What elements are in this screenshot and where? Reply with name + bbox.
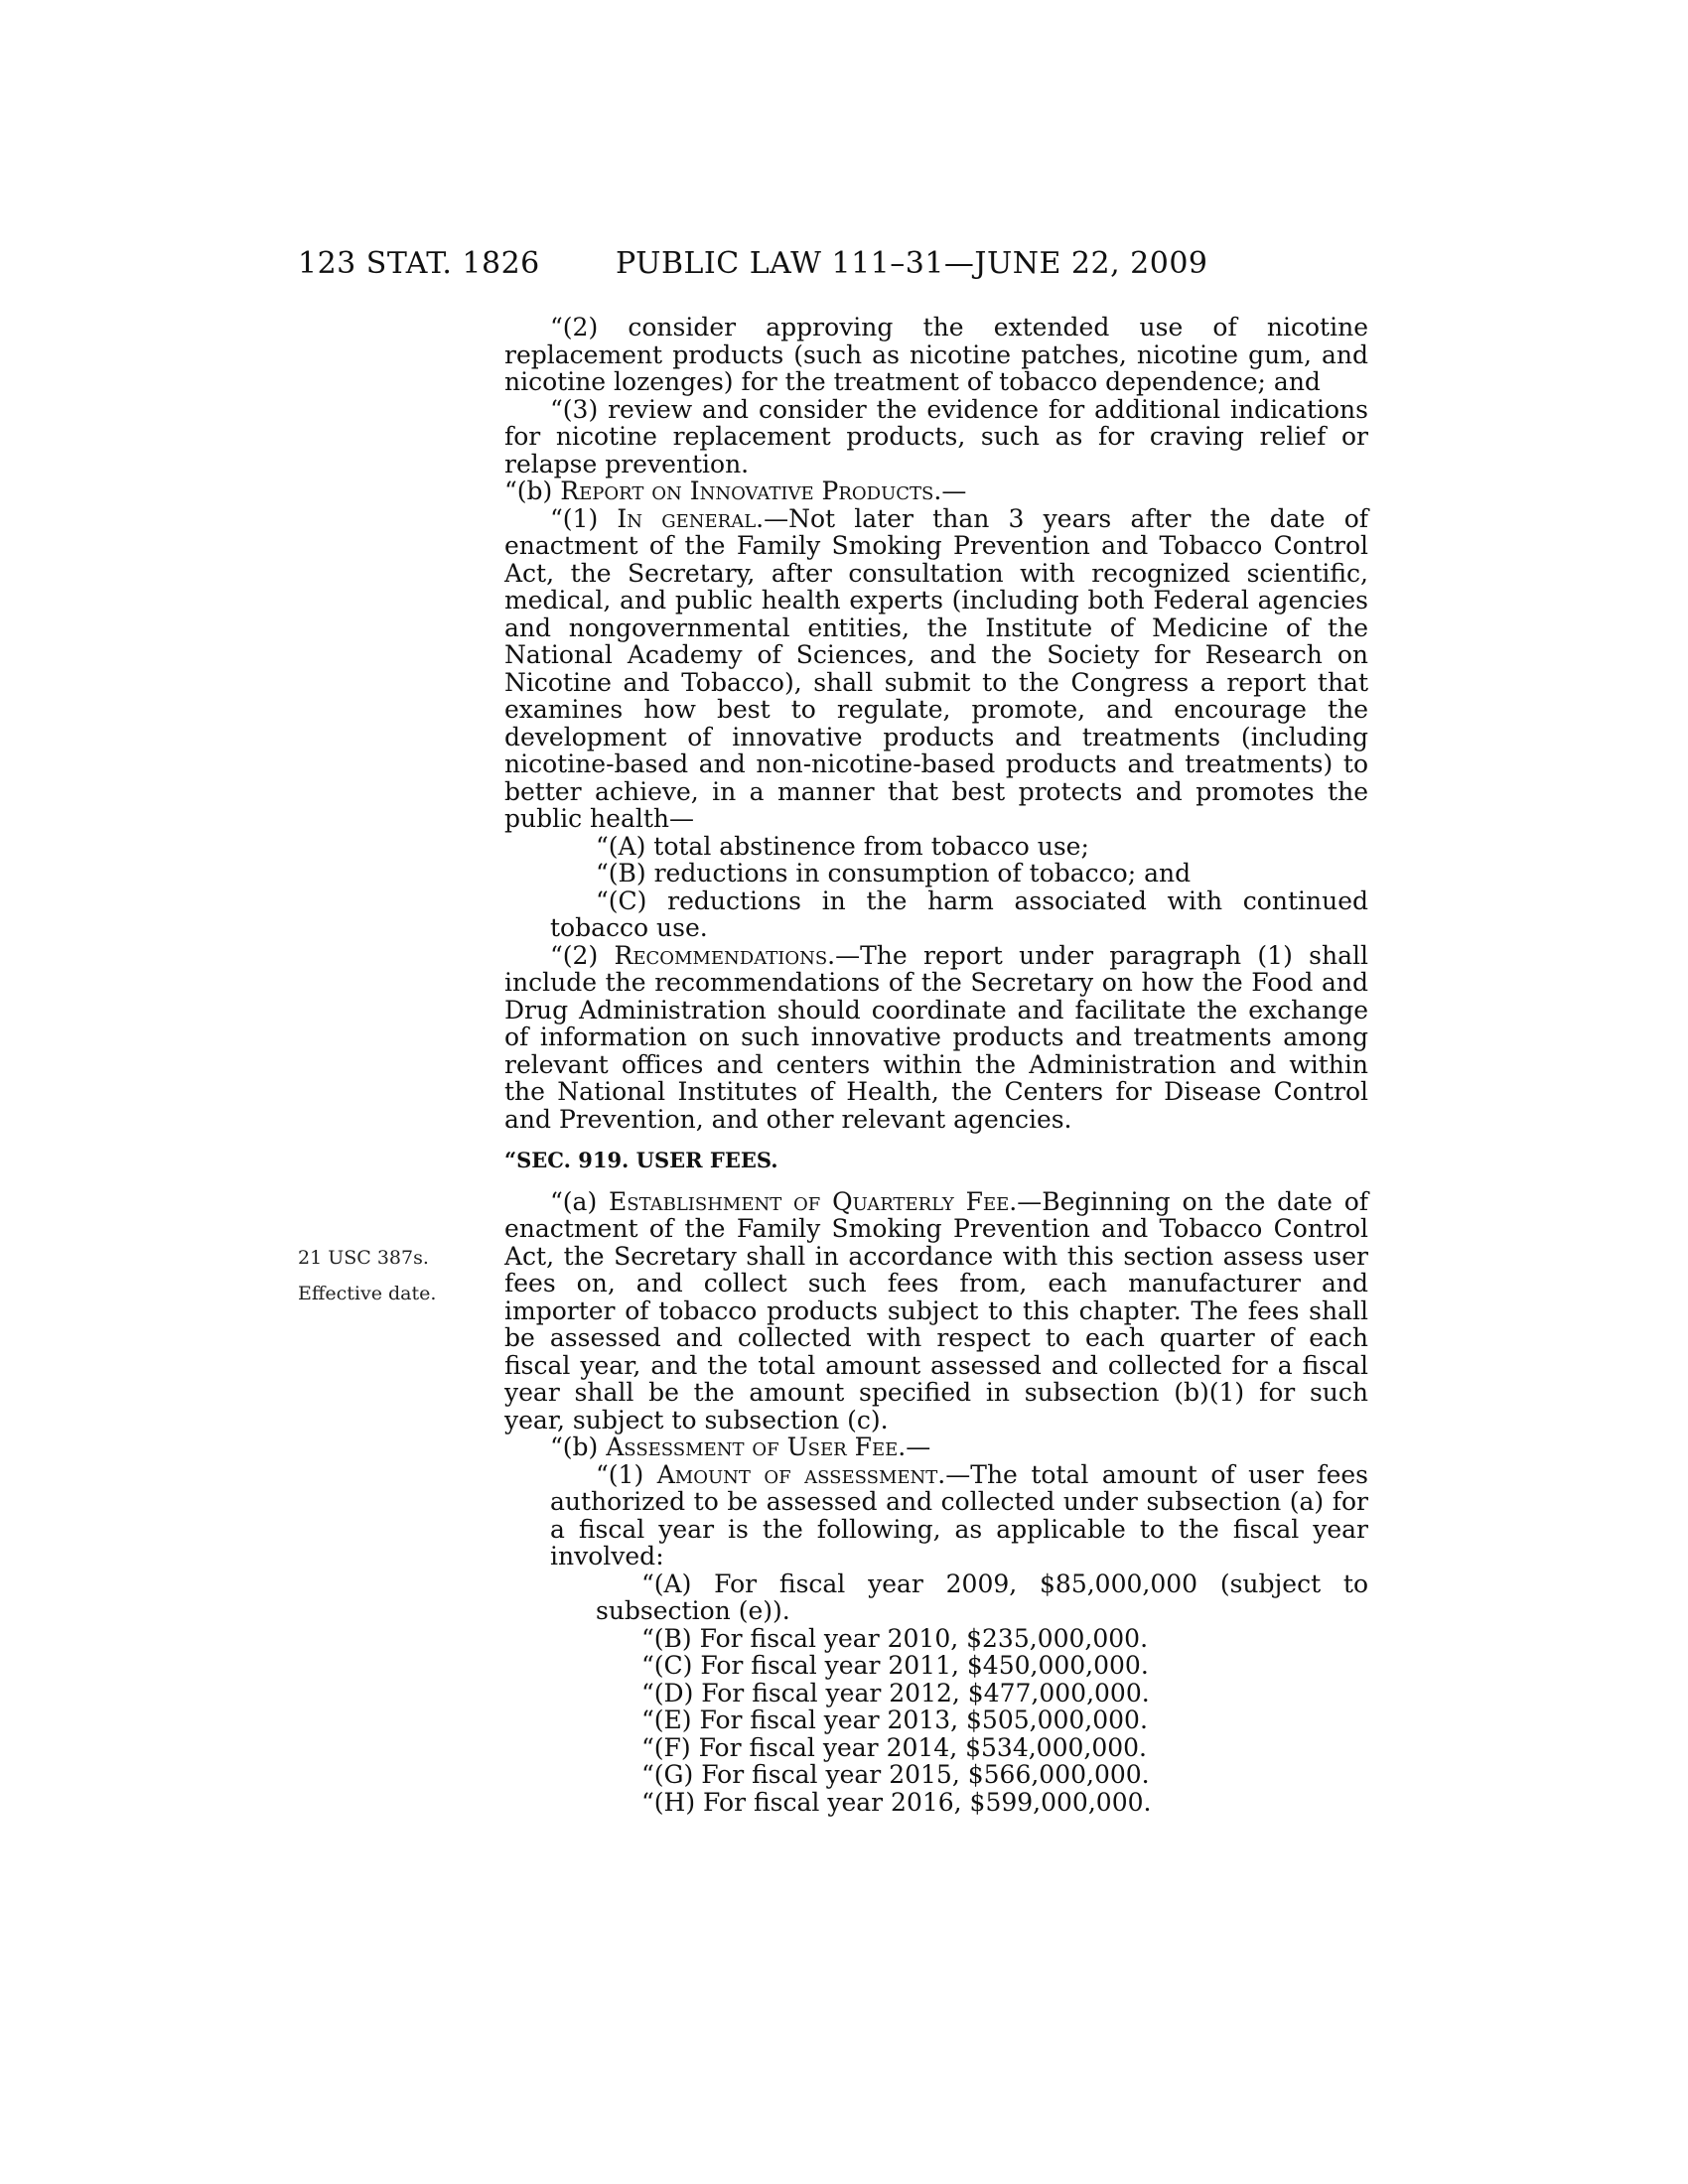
page-header <box>0 246 1688 286</box>
paragraph-b1-prefix: “(1) <box>550 503 618 533</box>
paragraph-a2: “(2) consider approving the extended use of nicotine replacement products (such as nicotine patches, nicotine gum, and nicotine lozenges) for the treatment of tobacco dependence; and <box>504 313 1368 396</box>
fiscal-year-item: “(B) For fiscal year 2010, $235,000,000. <box>641 1623 1149 1653</box>
paragraph-bb-prefix: “(b) <box>550 1433 607 1461</box>
statute-page-number: 123 STAT. 1826 <box>298 246 540 281</box>
paragraph-bb1-heading: Amount of assessment. <box>656 1459 946 1489</box>
subsection-b-prefix: “(b) <box>504 477 561 505</box>
subsection-b-dash: — <box>941 477 967 505</box>
paragraph-a3: “(3) review and consider the evidence for additional indications for nicotine replacement products, such as for craving relief or relapse prevention. <box>504 394 1368 478</box>
paragraph-bb-dash: — <box>906 1433 931 1461</box>
paragraph-b2-text: —The report under paragraph (1) shall include the recommendations of the Secretary on how the Food and Drug Administration should coordinate and facilitate the exchange of information on such innovative products and treatments among relevant offices and centers within the Administration and within the National Institutes of Health, the Centers for Disease Control and Prevention, and other relevant agencies. <box>504 940 1368 1134</box>
paragraph-bb1-prefix: “(1) <box>596 1459 657 1489</box>
section-919-heading: “SEC. 919. USER FEES. <box>504 1148 778 1172</box>
paragraph-bb-title: Assessment of User Fee. <box>606 1433 907 1461</box>
paragraph-a-heading: Establishment of Quarterly Fee. <box>609 1186 1018 1216</box>
paragraph-b1-C: “(C) reductions in the harm associated with continued tobacco use. <box>550 886 1368 942</box>
paragraph-sec919-b1 <box>504 1461 1368 1570</box>
paragraph-a-text: —Beginning on the date of enactment of the Family Smoking Prevention and Tobacco Control Act, the Secretary shall in accordance with this section assess user fees on, and collect such fees from, each manufacturer and importer of tobacco products subject to this chapter. The fees shall be assessed and collected with respect to each quarter of each fiscal year, and the total amount assessed and collected for a fiscal year shall be the amount specified in subsection (b)(1) for such year, subject to subsection (c). <box>504 1186 1369 1434</box>
paragraph-b1-B: “(B) reductions in consumption of tobacco; and <box>596 859 1192 887</box>
public-law-title: PUBLIC LAW 111–31—JUNE 22, 2009 <box>616 246 1208 281</box>
paragraph-b2-prefix: “(2) <box>550 940 615 970</box>
paragraph-a-prefix: “(a) <box>550 1186 609 1216</box>
fiscal-year-item: “(C) For fiscal year 2011, $450,000,000. <box>641 1651 1149 1680</box>
paragraph-b1-text: —Not later than 3 years after the date of enactment of the Family Smoking Prevention and Tobacco Control Act, the Secretary, after consultation with recognized scientific, medical, and public health experts (including both Federal agencies and nongovernmental entities, the Institute of Medicine of the National Academy of Sciences, and the Society for Research on Nicotine and Tobacco), shall submit to the Congress a report that examines how best to regulate, promote, and encourage the development of innovative products and treatments (including nicotine-based and non-nicotine-based products and treatments) to better achieve, in a manner that best protects and promotes the public health— <box>504 503 1369 833</box>
paragraph-b2 <box>504 942 1368 1134</box>
paragraph-bb1-text: —The total amount of user fees authorized to be assessed and collected under subsection (a) for a fiscal year is the following, as applicable to the fiscal year involved: <box>550 1459 1369 1570</box>
margin-note-usc: 21 USC 387s. <box>298 1247 429 1269</box>
paragraph-sec919-a <box>504 1188 1368 1434</box>
paragraph-b1-A: “(A) total abstinence from tobacco use; <box>596 831 1089 861</box>
paragraph-b1 <box>504 505 1368 833</box>
fiscal-year-item: “(D) For fiscal year 2012, $477,000,000. <box>641 1678 1150 1707</box>
margin-note-effective-date: Effective date. <box>298 1283 437 1304</box>
paragraph-b1-heading: In general. <box>617 503 765 533</box>
fiscal-year-item: “(H) For fiscal year 2016, $599,000,000. <box>641 1787 1152 1817</box>
paragraph-b2-heading: Recommendations. <box>614 940 836 970</box>
document-body <box>504 314 1368 1816</box>
subsection-b-title: Report on Innovative Products. <box>560 477 942 505</box>
fiscal-year-item: “(A) For fiscal year 2009, $85,000,000 (subject to subsection (e)). <box>596 1569 1368 1625</box>
fiscal-year-item: “(E) For fiscal year 2013, $505,000,000. <box>641 1706 1148 1734</box>
fiscal-year-item: “(F) For fiscal year 2014, $534,000,000. <box>641 1732 1147 1762</box>
subsection-b-heading <box>504 478 1368 505</box>
subsection-sec919-b-heading <box>504 1433 1368 1461</box>
fiscal-year-item: “(G) For fiscal year 2015, $566,000,000. <box>641 1760 1150 1789</box>
